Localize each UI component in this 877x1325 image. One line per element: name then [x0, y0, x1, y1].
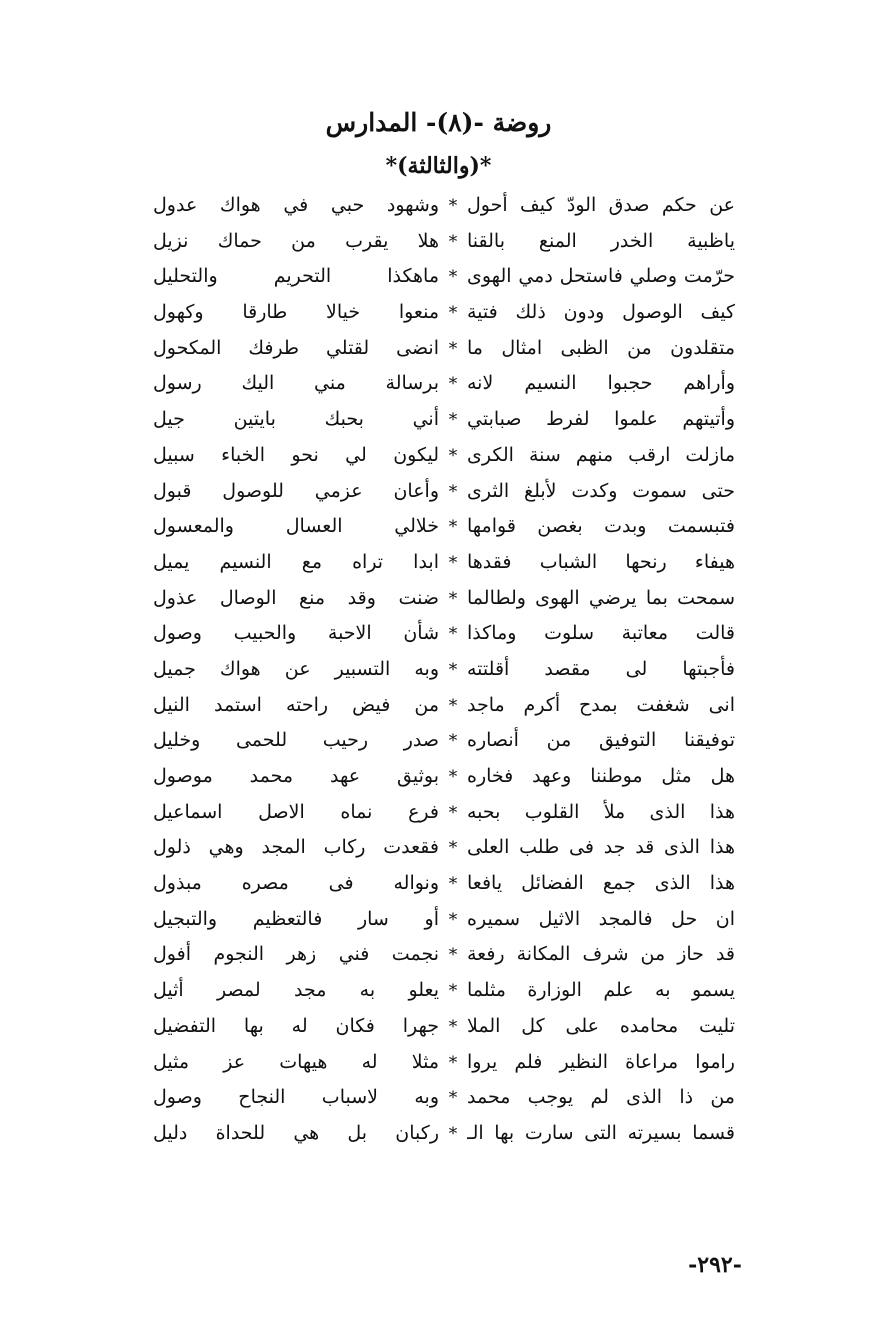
second-hemistich: شأن الاحبة والحبيب وصول — [153, 622, 439, 645]
page-title: روضة -(٨)- المدارس — [325, 108, 552, 137]
verse-separator: * — [448, 838, 458, 859]
second-hemistich: وشهود حبي في هواك عدول — [153, 194, 439, 216]
first-hemistich: وأتيتهم علموا لفرط صبابتي — [467, 408, 735, 431]
verse-line — [150, 366, 735, 402]
verse-separator: * — [448, 909, 458, 930]
second-hemistich: ونواله فى مصره مبذول — [153, 872, 439, 895]
second-hemistich: خلالي العسال والمعسول — [153, 515, 439, 538]
first-hemistich: راموا مراعاة النظير فلم يروا — [467, 1050, 735, 1073]
verse-line — [150, 688, 735, 724]
first-hemistich: قد حاز من شرف المكانة رفعة — [467, 943, 735, 966]
verse-separator: * — [448, 231, 458, 252]
verse-line — [150, 616, 735, 652]
second-hemistich: منعوا خيالا طارقا وكهول — [153, 301, 439, 324]
second-hemistich: أو سار فالتعظيم والتبجيل — [153, 907, 439, 930]
second-hemistich: وبه لاسباب النجاح وصول — [153, 1086, 439, 1109]
verse-line — [150, 723, 735, 759]
verse-separator: * — [448, 624, 458, 645]
verse-separator: * — [448, 1123, 458, 1144]
verse-line — [150, 652, 735, 688]
verse-separator: * — [448, 802, 458, 823]
verse-separator: * — [448, 731, 458, 752]
second-hemistich: ركبان بل هي للحداة دليل — [153, 1121, 439, 1144]
verse-separator: * — [448, 338, 458, 359]
verse-line — [150, 402, 735, 438]
first-hemistich: قسما بسيرته التى سارت بها الـ — [467, 1121, 735, 1144]
second-hemistich: بوثيق عهد محمد موصول — [153, 765, 439, 787]
verse-separator: * — [448, 374, 458, 395]
second-hemistich: وبه التسبير عن هواك جميل — [153, 657, 439, 680]
first-hemistich: من ذا الذى لم يوجب محمد — [467, 1086, 735, 1109]
verse-line — [150, 474, 735, 510]
verse-line — [150, 224, 735, 260]
verse-separator: * — [448, 695, 458, 716]
verse-separator: * — [448, 981, 458, 1002]
verse-line — [150, 902, 735, 938]
second-hemistich: ابدا تراه مع النسيم يميل — [153, 550, 439, 573]
first-hemistich: هيفاء رنحها الشباب فقدها — [467, 550, 735, 573]
verse-line — [150, 1116, 735, 1152]
first-hemistich: انى شغفت بمدح أكرم ماجد — [467, 693, 735, 716]
verse-separator: * — [448, 517, 458, 538]
page-number: -٢٩٢- — [688, 1252, 742, 1278]
verse-separator: * — [448, 945, 458, 966]
poem-body — [150, 188, 735, 1152]
verse-separator: * — [448, 1052, 458, 1073]
verse-separator: * — [448, 303, 458, 324]
first-hemistich: فتبسمت وبدت بغصن قوامها — [467, 515, 735, 538]
first-hemistich: قالت معاتبة سلوت وماكذا — [467, 622, 735, 645]
first-hemistich: ان حل فالمجد الاثيل سميره — [467, 907, 735, 930]
first-hemistich: كيف الوصول ودون ذلك فتية — [467, 301, 735, 324]
second-hemistich: فرع نماه الاصل اسماعيل — [153, 800, 439, 823]
verse-line — [150, 295, 735, 331]
verse-line — [150, 331, 735, 367]
verse-line — [150, 937, 735, 973]
second-hemistich: وأعان عزمي للوصول قبول — [153, 479, 439, 502]
second-hemistich: يعلو به مجد لمصر أثيل — [153, 979, 439, 1002]
second-hemistich: ليكون لي نحو الخباء سبيل — [153, 443, 439, 466]
verse-line — [150, 188, 735, 224]
verse-line — [150, 438, 735, 474]
verse-line — [150, 581, 735, 617]
verse-separator: * — [448, 874, 458, 895]
first-hemistich: توفيقنا التوفيق من أنصاره — [467, 729, 735, 752]
verse-separator: * — [448, 445, 458, 466]
second-hemistich: انضى لقتلي طرفك المكحول — [153, 336, 439, 359]
verse-line — [150, 795, 735, 831]
verse-separator: * — [448, 588, 458, 609]
first-hemistich: هذا الذى جمع الفضائل يافعا — [467, 872, 735, 895]
second-hemistich: من فيض راحته استمد النيل — [153, 693, 439, 716]
verse-line — [150, 973, 735, 1009]
first-hemistich: تليت محامده على كل الملا — [467, 1014, 735, 1037]
verse-separator: * — [448, 481, 458, 502]
verse-separator: * — [448, 552, 458, 573]
first-hemistich: هذا الذى قد جد فى طلب العلى — [467, 836, 735, 859]
verse-separator: * — [448, 767, 458, 787]
verse-line — [150, 1080, 735, 1116]
second-hemistich: برسالة مني اليك رسول — [153, 372, 439, 395]
verse-line — [150, 1009, 735, 1045]
verse-line — [150, 830, 735, 866]
verse-separator: * — [448, 1088, 458, 1109]
second-hemistich: جهرا فكان له بها التفضيل — [153, 1014, 439, 1037]
verse-separator: * — [448, 659, 458, 680]
first-hemistich: متقلدون من الظبى امثال ما — [467, 336, 735, 359]
first-hemistich: هل مثل موطننا وعهد فخاره — [467, 765, 735, 787]
verse-separator: * — [448, 1016, 458, 1037]
first-hemistich: عن حكم صدق الودّ كيف أحول — [467, 194, 735, 216]
verse-separator: * — [448, 410, 458, 431]
verse-separator: * — [448, 267, 458, 288]
verse-line — [150, 759, 735, 795]
verse-line — [150, 1045, 735, 1081]
second-hemistich: مثلا له هيهات عز مثيل — [153, 1050, 439, 1073]
first-hemistich: وأراهم حجبوا النسيم لانه — [467, 372, 735, 395]
second-hemistich: أني بحبك بايتين جيل — [153, 408, 439, 431]
first-hemistich: ياظبية الخدر المنع بالقنا — [467, 229, 735, 252]
second-hemistich: ضنت وقد منع الوصال عذول — [153, 586, 439, 609]
first-hemistich: حرّمت وصلي فاستحل دمي الهوى — [467, 265, 735, 288]
verse-line — [150, 866, 735, 902]
second-hemistich: ماهكذا التحريم والتحليل — [153, 265, 439, 288]
first-hemistich: فأجبتها لى مقصد أقلتته — [467, 657, 735, 680]
verse-separator: * — [448, 196, 458, 216]
verse-line — [150, 509, 735, 545]
first-hemistich: حتى سموت وكدت لأبلغ الثرى — [467, 479, 735, 502]
first-hemistich: هذا الذى ملأ القلوب بحبه — [467, 800, 735, 823]
second-hemistich: فقعدت ركاب المجد وهي ذلول — [153, 836, 439, 859]
second-hemistich: صدر رحيب للحمى وخليل — [153, 729, 439, 752]
second-hemistich: نجمت فني زهر النجوم أفول — [153, 943, 439, 966]
verse-line — [150, 259, 735, 295]
section-subtitle: *(والثالثة)* — [385, 153, 492, 179]
verse-line — [150, 545, 735, 581]
first-hemistich: مازلت ارقب منهم سنة الكرى — [467, 443, 735, 466]
first-hemistich: يسمو به علم الوزارة مثلما — [467, 979, 735, 1002]
first-hemistich: سمحت بما يرضي الهوى ولطالما — [467, 586, 735, 609]
second-hemistich: هلا يقرب من حماك نزيل — [153, 229, 439, 252]
